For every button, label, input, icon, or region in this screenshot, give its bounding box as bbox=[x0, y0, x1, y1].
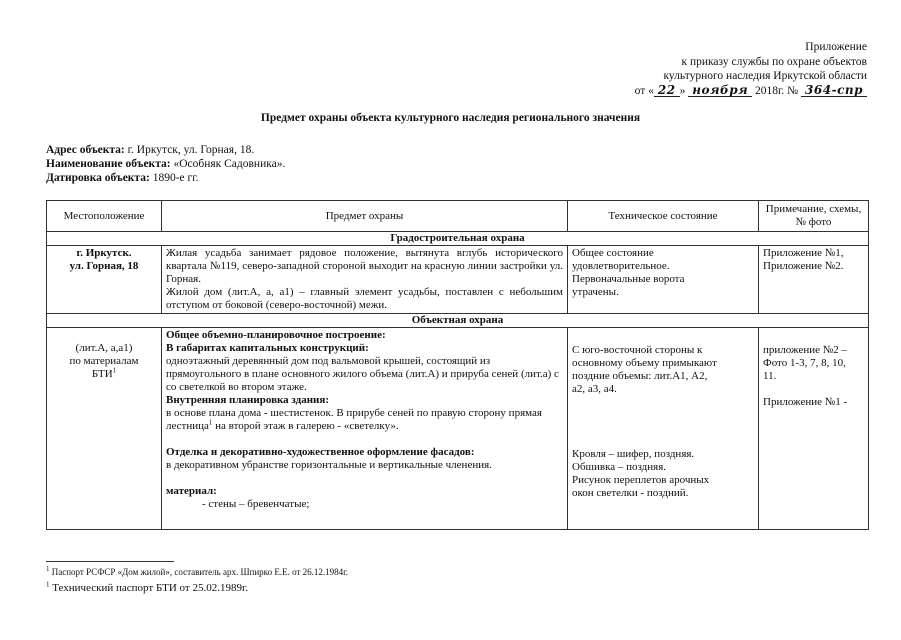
row2-state-line: Обшивка – поздняя. bbox=[572, 461, 667, 473]
header-state: Техническое состояние bbox=[568, 201, 759, 232]
document-title: Предмет охраны объекта культурного наследия регионального значения bbox=[260, 112, 641, 124]
subject-text: одноэтажный деревянный дом под вальмовой крышей, состоящий из прямоугольного в плане основного жилого объема (лит.А) и прируба сеней (лит.а) с со светелкой во втором этаже. bbox=[166, 355, 559, 393]
footnote-text: Паспорт РСФСР «Дом жилой», составитель арх. Шпирко Е.Е. от 26.12.1984г. bbox=[49, 567, 349, 577]
appendix-date-line bbox=[635, 84, 867, 99]
handwritten-day: 22 bbox=[654, 85, 680, 97]
row1-note-line: Приложение №1, bbox=[763, 247, 844, 259]
name-label: Наименование объекта: bbox=[46, 158, 171, 170]
date-prefix: от « bbox=[634, 84, 654, 97]
row2-state bbox=[568, 328, 759, 530]
row2-location-line bbox=[51, 368, 157, 381]
row2-note-line: приложение №2 – bbox=[763, 344, 847, 356]
row2-location-text: БТИ bbox=[91, 368, 113, 380]
handwritten-month: ноября bbox=[688, 85, 752, 97]
row2-state-line: С юго-восточной стороны к bbox=[572, 344, 703, 356]
dating-value: 1890-е гг. bbox=[149, 172, 199, 184]
row1-subject bbox=[162, 246, 568, 314]
row2-note bbox=[759, 328, 869, 530]
row2-state-line: Кровля – шифер, поздняя. bbox=[572, 448, 695, 460]
spacer bbox=[763, 329, 864, 344]
spacer bbox=[572, 329, 754, 344]
footnote-ref: 1 bbox=[112, 366, 117, 375]
row2-location-line: по материалам bbox=[69, 355, 139, 367]
row1-state-line: Общее состояние bbox=[572, 247, 654, 259]
row1-subject-paragraph: Жилая усадьба занимает рядовое положение, вытянута вглубь исторического квартала №119, северо-западной стороной выходит на красную линии застройки ул. Горная. bbox=[166, 247, 563, 285]
row1-subject-paragraph: Жилой дом (лит.А, а, а1) – главный элемент усадьбы, поставлен с небольшим отступом от боковой (северо-восточной) межи. bbox=[166, 286, 563, 311]
header-note: Примечание, схемы, № фото bbox=[759, 201, 869, 232]
spacer bbox=[763, 383, 864, 396]
row2-state-line: поздние объемы: лит.А1, А2, bbox=[572, 370, 708, 382]
name-line bbox=[46, 157, 285, 171]
row2-note-line: Фото 1-3, 7, 8, 10, bbox=[763, 357, 846, 369]
address-value: г. Иркутск, ул. Горная, 18. bbox=[124, 144, 255, 156]
footnote-2 bbox=[46, 582, 248, 594]
row2-location-line: (лит.А, а,а1) bbox=[75, 342, 133, 354]
date-year: 2018г. № bbox=[755, 84, 799, 97]
header-subject: Предмет охраны bbox=[162, 201, 568, 232]
dating-label: Датировка объекта: bbox=[46, 172, 150, 184]
footnote-text: Технический паспорт БТИ от 25.02.1989г. bbox=[49, 582, 248, 594]
row1-location-line: г. Иркутск. bbox=[76, 247, 132, 259]
spacer bbox=[166, 433, 563, 446]
row1-state-line: Первоначальные ворота bbox=[572, 273, 685, 285]
spacer bbox=[572, 396, 754, 448]
subject-heading: В габаритах капитальных конструкций: bbox=[166, 342, 369, 354]
row2-state-line: основному объему примыкают bbox=[572, 357, 717, 369]
row1-state-line: утрачены. bbox=[572, 286, 619, 298]
subject-heading: Внутренняя планировка здания: bbox=[166, 394, 330, 406]
row2-subject bbox=[162, 328, 568, 530]
address-label: Адрес объекта: bbox=[46, 144, 125, 156]
footnote-1 bbox=[46, 567, 348, 577]
row1-note bbox=[759, 246, 869, 314]
subject-text-part: в основе плана дома - шестистенок. В прирубе сеней по правую сторону прямая лестница bbox=[166, 407, 542, 432]
footnote-number: 1 bbox=[46, 565, 50, 573]
section-object-title: Объектная охрана bbox=[47, 314, 869, 328]
footnote-number: 1 bbox=[46, 580, 50, 589]
appendix-line-1: Приложение bbox=[805, 41, 867, 53]
footnote-ref: 1 bbox=[208, 418, 213, 427]
section-row-urban bbox=[47, 232, 869, 246]
name-value: «Особняк Садовника». bbox=[170, 158, 286, 170]
subject-heading: материал: bbox=[166, 485, 217, 497]
section-urban-title: Градостроительная охрана bbox=[47, 232, 869, 246]
appendix-line-2: к приказу службы по охране объектов bbox=[681, 55, 867, 68]
address-line bbox=[46, 143, 285, 157]
table-row bbox=[47, 246, 869, 314]
row1-state bbox=[568, 246, 759, 314]
row2-note-line: 11. bbox=[763, 370, 777, 382]
header-location: Местоположение bbox=[47, 201, 162, 232]
subject-text: - стены – бревенчатые; bbox=[202, 498, 310, 510]
row1-location bbox=[47, 246, 162, 314]
row2-state-line: а2, а3, а4. bbox=[572, 383, 617, 395]
row2-state-line: окон светелки - поздний. bbox=[572, 487, 689, 499]
row1-state-line: удовлетворительное. bbox=[572, 260, 670, 272]
subject-text bbox=[166, 407, 563, 433]
footnote-separator bbox=[46, 561, 174, 562]
appendix-line-3: культурного наследия Иркутской области bbox=[663, 70, 867, 82]
row2-state-line: Рисунок переплетов арочных bbox=[572, 474, 710, 486]
protection-table bbox=[46, 200, 869, 530]
table-row bbox=[47, 328, 869, 530]
spacer bbox=[166, 472, 563, 485]
date-mid: » bbox=[679, 84, 686, 97]
object-meta bbox=[46, 143, 285, 185]
subject-text: в декоративном убранстве горизонтальные и вертикальные членения. bbox=[166, 459, 492, 471]
row2-location bbox=[47, 328, 162, 530]
dating-line bbox=[46, 171, 285, 185]
section-row-object bbox=[47, 314, 869, 328]
row1-note-line: Приложение №2. bbox=[763, 260, 844, 272]
handwritten-number: 364-спр bbox=[801, 85, 867, 97]
subject-text-part: на второй этаж в галерею - «светелку». bbox=[212, 420, 399, 432]
row1-location-line: ул. Горная, 18 bbox=[69, 260, 139, 272]
appendix-block bbox=[635, 40, 867, 98]
subject-heading: Общее объемно-планировочное построение: bbox=[166, 329, 386, 341]
row2-note-line: Приложение №1 - bbox=[763, 396, 848, 408]
subject-heading: Отделка и декоративно-художественное оформление фасадов: bbox=[166, 446, 475, 458]
table-header-row bbox=[47, 201, 869, 232]
